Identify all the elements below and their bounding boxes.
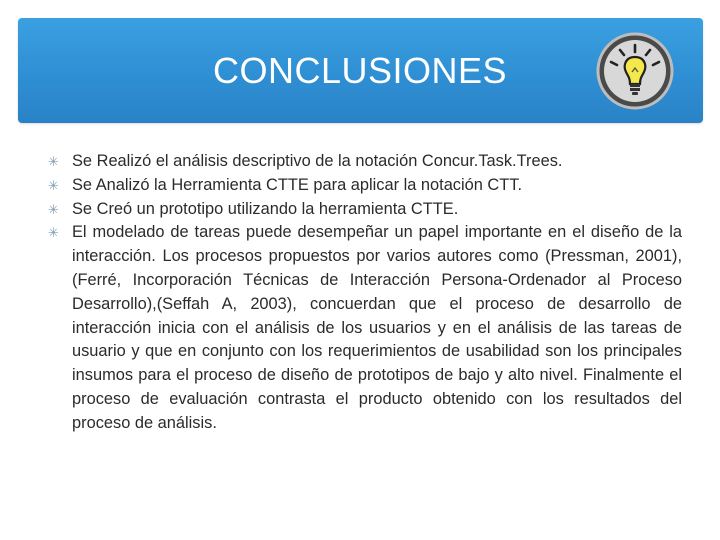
bullet-icon: ✳ [48,201,59,217]
bullet-icon: ✳ [48,225,59,241]
conclusions-content [48,150,682,436]
list-item-text: Se Creó un prototipo utilizando la herramienta CTTE. [72,199,459,218]
slide-title: CONCLUSIONES [212,50,508,91]
list-item-text: El modelado de tareas puede desempeñar un papel importante en el diseño de la interacción. Los procesos propuestos por varios autores como (Pressman, 2001),(Ferré, Incorporación Técnicas de Interacción Persona-Ordenador al Proceso Desarrollo),(Seffah A, 2003), concuerdan que el proceso de desarrollo de interacción inicia con el análisis de los usuarios y en el análisis de las tareas de usuario y que en conjunto con los requerimientos de usabilidad son los principales insumos para el proceso de diseño de prototipos de bajo y alto nivel. Finalmente el proceso de evaluación contrasta el producto obtenido con los resultados del proceso de análisis. [72,223,682,432]
list-item-text: Se Realizó el análisis descriptivo de la notación Concur.Task.Trees. [72,152,563,170]
list-item [48,221,682,435]
list-item [48,174,682,198]
list-item [48,198,682,222]
list-item [48,150,682,174]
bullet-icon: ✳ [48,177,59,193]
list-item-text: Se Analizó la Herramienta CTTE para aplicar la notación CTT. [72,175,523,194]
lightbulb-icon [596,32,674,110]
bullet-icon: ✳ [48,154,59,169]
conclusions-list [48,150,682,436]
